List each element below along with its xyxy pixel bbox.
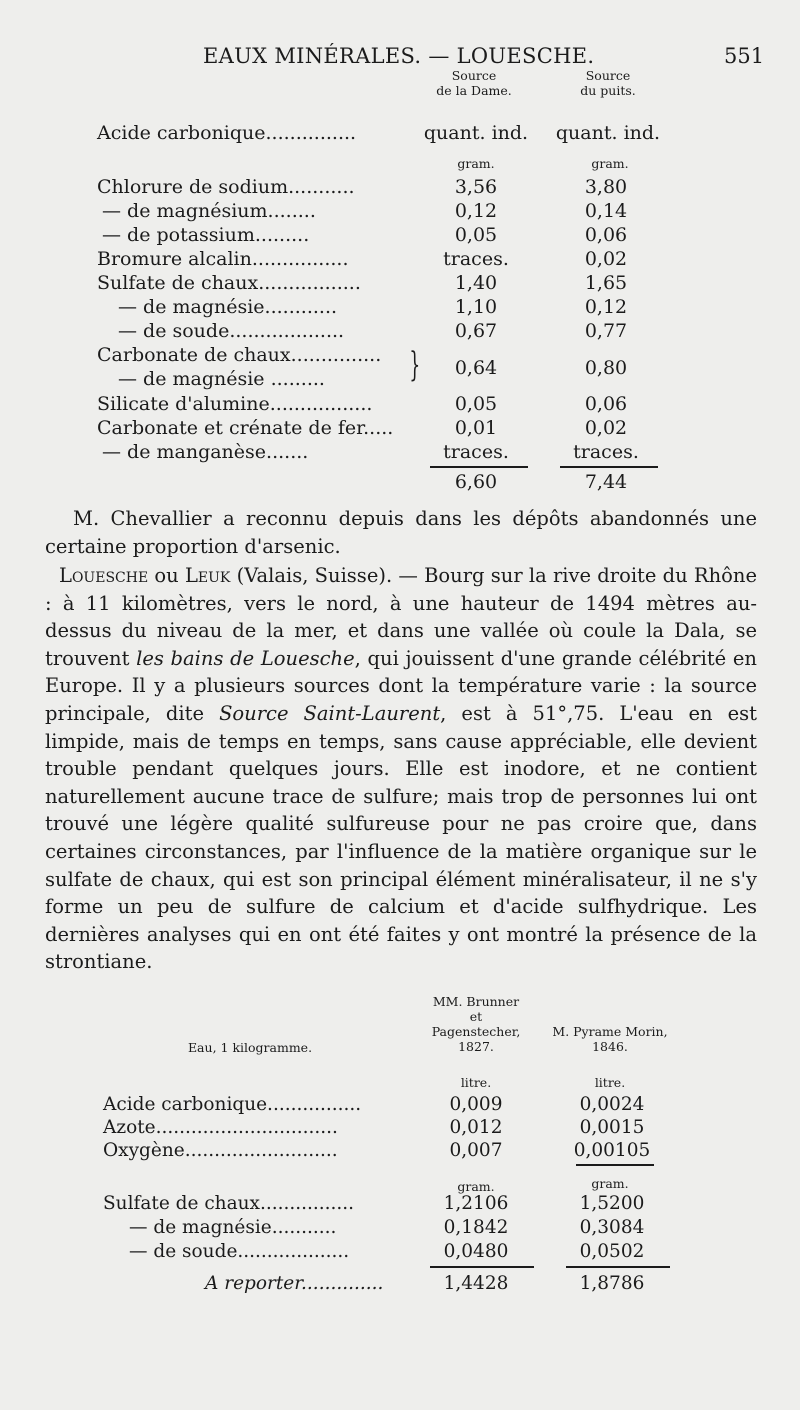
- value-dame: 0,05: [454, 393, 498, 415]
- text-segment-a: (Valais, Suisse). — Bourg sur la rive droite du Rhône : à 11 kilomètres, vers le nord, à une hauteur de 1494 mètres au-dessus du niveau de la mer, et dans une vallée où coule la Dala, se trouvent: [45, 564, 758, 670]
- row-label: — de magnésie............: [118, 296, 338, 318]
- reporter-rule-col1: [430, 1266, 534, 1268]
- table1-unit-col1: gram.: [457, 156, 495, 171]
- row-label: Sulfate de chaux................: [103, 1193, 355, 1214]
- row-label: Sulfate de chaux.................: [97, 272, 361, 294]
- value-puits: 1,65: [584, 272, 628, 294]
- value-dame: 0,64: [454, 357, 498, 379]
- row-label: — de manganèse.......: [102, 441, 309, 463]
- value-brunner: 0,1842: [443, 1217, 509, 1238]
- row-label: Acide carbonique................: [103, 1094, 362, 1115]
- value-brunner: 1,2106: [443, 1193, 509, 1214]
- value-puits: 0,77: [584, 320, 628, 342]
- value-dame: quant. ind.: [423, 122, 529, 144]
- row-label: Silicate d'alumine.................: [97, 393, 373, 415]
- row-label: Carbonate de chaux...............: [97, 344, 382, 366]
- value-morin: 1,5200: [579, 1193, 645, 1214]
- table2-unit-gram-col1: gram.: [457, 1179, 495, 1194]
- total-dame: 6,60: [454, 471, 498, 493]
- table-row: [0, 320, 800, 344]
- text-ou: ou: [148, 564, 185, 587]
- running-title: EAUX MINÉRALES. — LOUESCHE.: [203, 44, 595, 68]
- reporter-rule-col2: [566, 1266, 670, 1268]
- value-dame: 0,67: [454, 320, 498, 342]
- table1-col1-header: [424, 68, 524, 98]
- value-morin: 0,0015: [579, 1117, 645, 1138]
- table2-unit-litre-col1: litre.: [460, 1075, 492, 1090]
- table-row: [0, 393, 800, 417]
- value-brunner: 0,007: [449, 1140, 503, 1161]
- reporter-morin: 1,8786: [579, 1273, 645, 1294]
- row-label: — de magnésie .........: [118, 368, 325, 390]
- value-morin: 0,0502: [579, 1241, 645, 1262]
- row-label: Carbonate et crénate de fer.....: [97, 417, 394, 439]
- value-dame: 1,10: [454, 296, 498, 318]
- table-row: [0, 296, 800, 320]
- sum-rule-col2: [560, 466, 658, 468]
- value-dame: 0,01: [454, 417, 498, 439]
- table-row: [0, 1140, 800, 1164]
- value-brunner: 0,012: [449, 1117, 503, 1138]
- table2-col1-header-line4: 1827.: [458, 1039, 494, 1054]
- table-row: [0, 1217, 800, 1241]
- italic-source: Source Saint-Laurent: [219, 701, 441, 725]
- value-puits: 3,80: [584, 176, 628, 198]
- table-row: [0, 417, 800, 441]
- table2-col1-header-line3: Pagenstecher,: [431, 1024, 521, 1039]
- table1-col2-header: [558, 68, 658, 98]
- table2-col2-header-line1: M. Pyrame Morin,: [552, 1024, 668, 1039]
- table1-col2-header-line2: du puits.: [580, 83, 636, 98]
- table2-col2-header-line2: 1846.: [592, 1039, 628, 1054]
- table1-total-row: [0, 471, 800, 495]
- row-label: Bromure alcalin................: [97, 248, 349, 270]
- text-segment-c: , est à 51°,75. L'eau en est limpide, mais de temps en temps, sans cause appréciable, elle devient trouble pendant quelques jours. Elle est inodore, et ne contient naturellement aucune trace de sulfure; mais trop de personnes lui ont trouvé une légère qualité sulfureuse pour ne pas croire que, dans certaines circonstances, par l'influence de la matière organique sur le sulfate de chaux, qui est son principal élément minéralisateur, il ne s'y forme un peu de sulfure de calcium et d'acide sulfhydrique. Les dernières analyses qui en ont été faites y ont montré la présence de la strontiane.: [45, 701, 757, 974]
- paragraph-chevallier: [45, 505, 757, 560]
- value-dame: traces.: [443, 248, 509, 270]
- value-dame: traces.: [443, 441, 509, 463]
- value-dame: 0,12: [454, 200, 498, 222]
- brace: }: [409, 345, 421, 385]
- row-label: — de potassium.........: [102, 224, 310, 246]
- table-row: [0, 1193, 800, 1217]
- row-label: — de magnésie...........: [129, 1217, 337, 1238]
- table2-unit-gram-col2: gram.: [591, 1176, 629, 1191]
- table2-eau-label: Eau, 1 kilogramme.: [187, 1040, 313, 1055]
- value-puits: 0,80: [584, 357, 628, 379]
- row-label: Acide carbonique...............: [97, 122, 357, 144]
- value-puits: traces.: [573, 441, 639, 463]
- row-label: — de soude...................: [118, 320, 345, 342]
- page-number: 551: [724, 44, 765, 68]
- table-row: [0, 441, 800, 465]
- value-brunner: 0,009: [449, 1094, 503, 1115]
- row-label: — de magnésium........: [102, 200, 316, 222]
- sum-rule-col1: [430, 466, 528, 468]
- table-row: [0, 176, 800, 200]
- reporter-label: A reporter..............: [205, 1273, 384, 1294]
- table1-col2-header-line1: Source: [585, 68, 631, 83]
- table-row: [0, 272, 800, 296]
- value-puits: 0,14: [584, 200, 628, 222]
- value-dame: 3,56: [454, 176, 498, 198]
- row-label: Oxygène..........................: [103, 1140, 338, 1161]
- table2-col1-header-line2: et: [469, 1009, 483, 1024]
- value-puits: 0,02: [584, 417, 628, 439]
- table-row: [0, 248, 800, 272]
- table2-reporter-row: [0, 1273, 800, 1297]
- table2-col1-header: [420, 994, 532, 1054]
- table2-unit-litre-col2: litre.: [594, 1075, 626, 1090]
- table1-unit-col2: gram.: [591, 156, 629, 171]
- row-label: Azote...............................: [103, 1117, 338, 1138]
- value-morin: 0,0024: [579, 1094, 645, 1115]
- value-puits: 0,06: [584, 393, 628, 415]
- value-morin: 0,00105: [573, 1140, 651, 1161]
- total-puits: 7,44: [584, 471, 628, 493]
- table2-col1-header-line1: MM. Brunner: [432, 994, 520, 1009]
- value-dame: 1,40: [454, 272, 498, 294]
- value-dame: 0,05: [454, 224, 498, 246]
- table2-col2-header: [548, 1024, 672, 1054]
- table-row: [0, 200, 800, 224]
- table-row: [0, 224, 800, 248]
- value-puits: 0,02: [584, 248, 628, 270]
- table1-col1-header-line2: de la Dame.: [436, 83, 512, 98]
- paragraph-text: M. Chevallier a reconnu depuis dans les dépôts abandonnés une certaine proportion d'arsenic.: [45, 507, 757, 558]
- table-row: [0, 1094, 800, 1118]
- table-row: [0, 1117, 800, 1141]
- italic-bains: les bains de Louesche: [136, 646, 355, 670]
- table1-row-acide: [0, 122, 800, 146]
- place-name-leuk: Leuk: [184, 564, 231, 587]
- row-label: Chlorure de sodium...........: [97, 176, 355, 198]
- paragraph-body: [45, 562, 757, 976]
- value-brunner: 0,0480: [443, 1241, 509, 1262]
- table-row: [0, 1241, 800, 1265]
- value-puits: 0,12: [584, 296, 628, 318]
- value-morin: 0,3084: [579, 1217, 645, 1238]
- value-puits: 0,06: [584, 224, 628, 246]
- table-row-carbonate-values: [0, 357, 800, 381]
- value-puits: quant. ind.: [555, 122, 661, 144]
- row-label: — de soude...................: [129, 1241, 350, 1262]
- place-name-louesche: Louesche: [59, 564, 149, 587]
- text-segment-b: , qui jouissent d'une grande célébrité en Europe. Il y a plusieurs sources dont la température varie : la source principale, dite: [45, 646, 757, 725]
- gas-rule-col2: [576, 1164, 654, 1166]
- table1-col1-header-line1: Source: [451, 68, 497, 83]
- reporter-brunner: 1,4428: [443, 1273, 509, 1294]
- paragraph-louesche: [45, 562, 757, 976]
